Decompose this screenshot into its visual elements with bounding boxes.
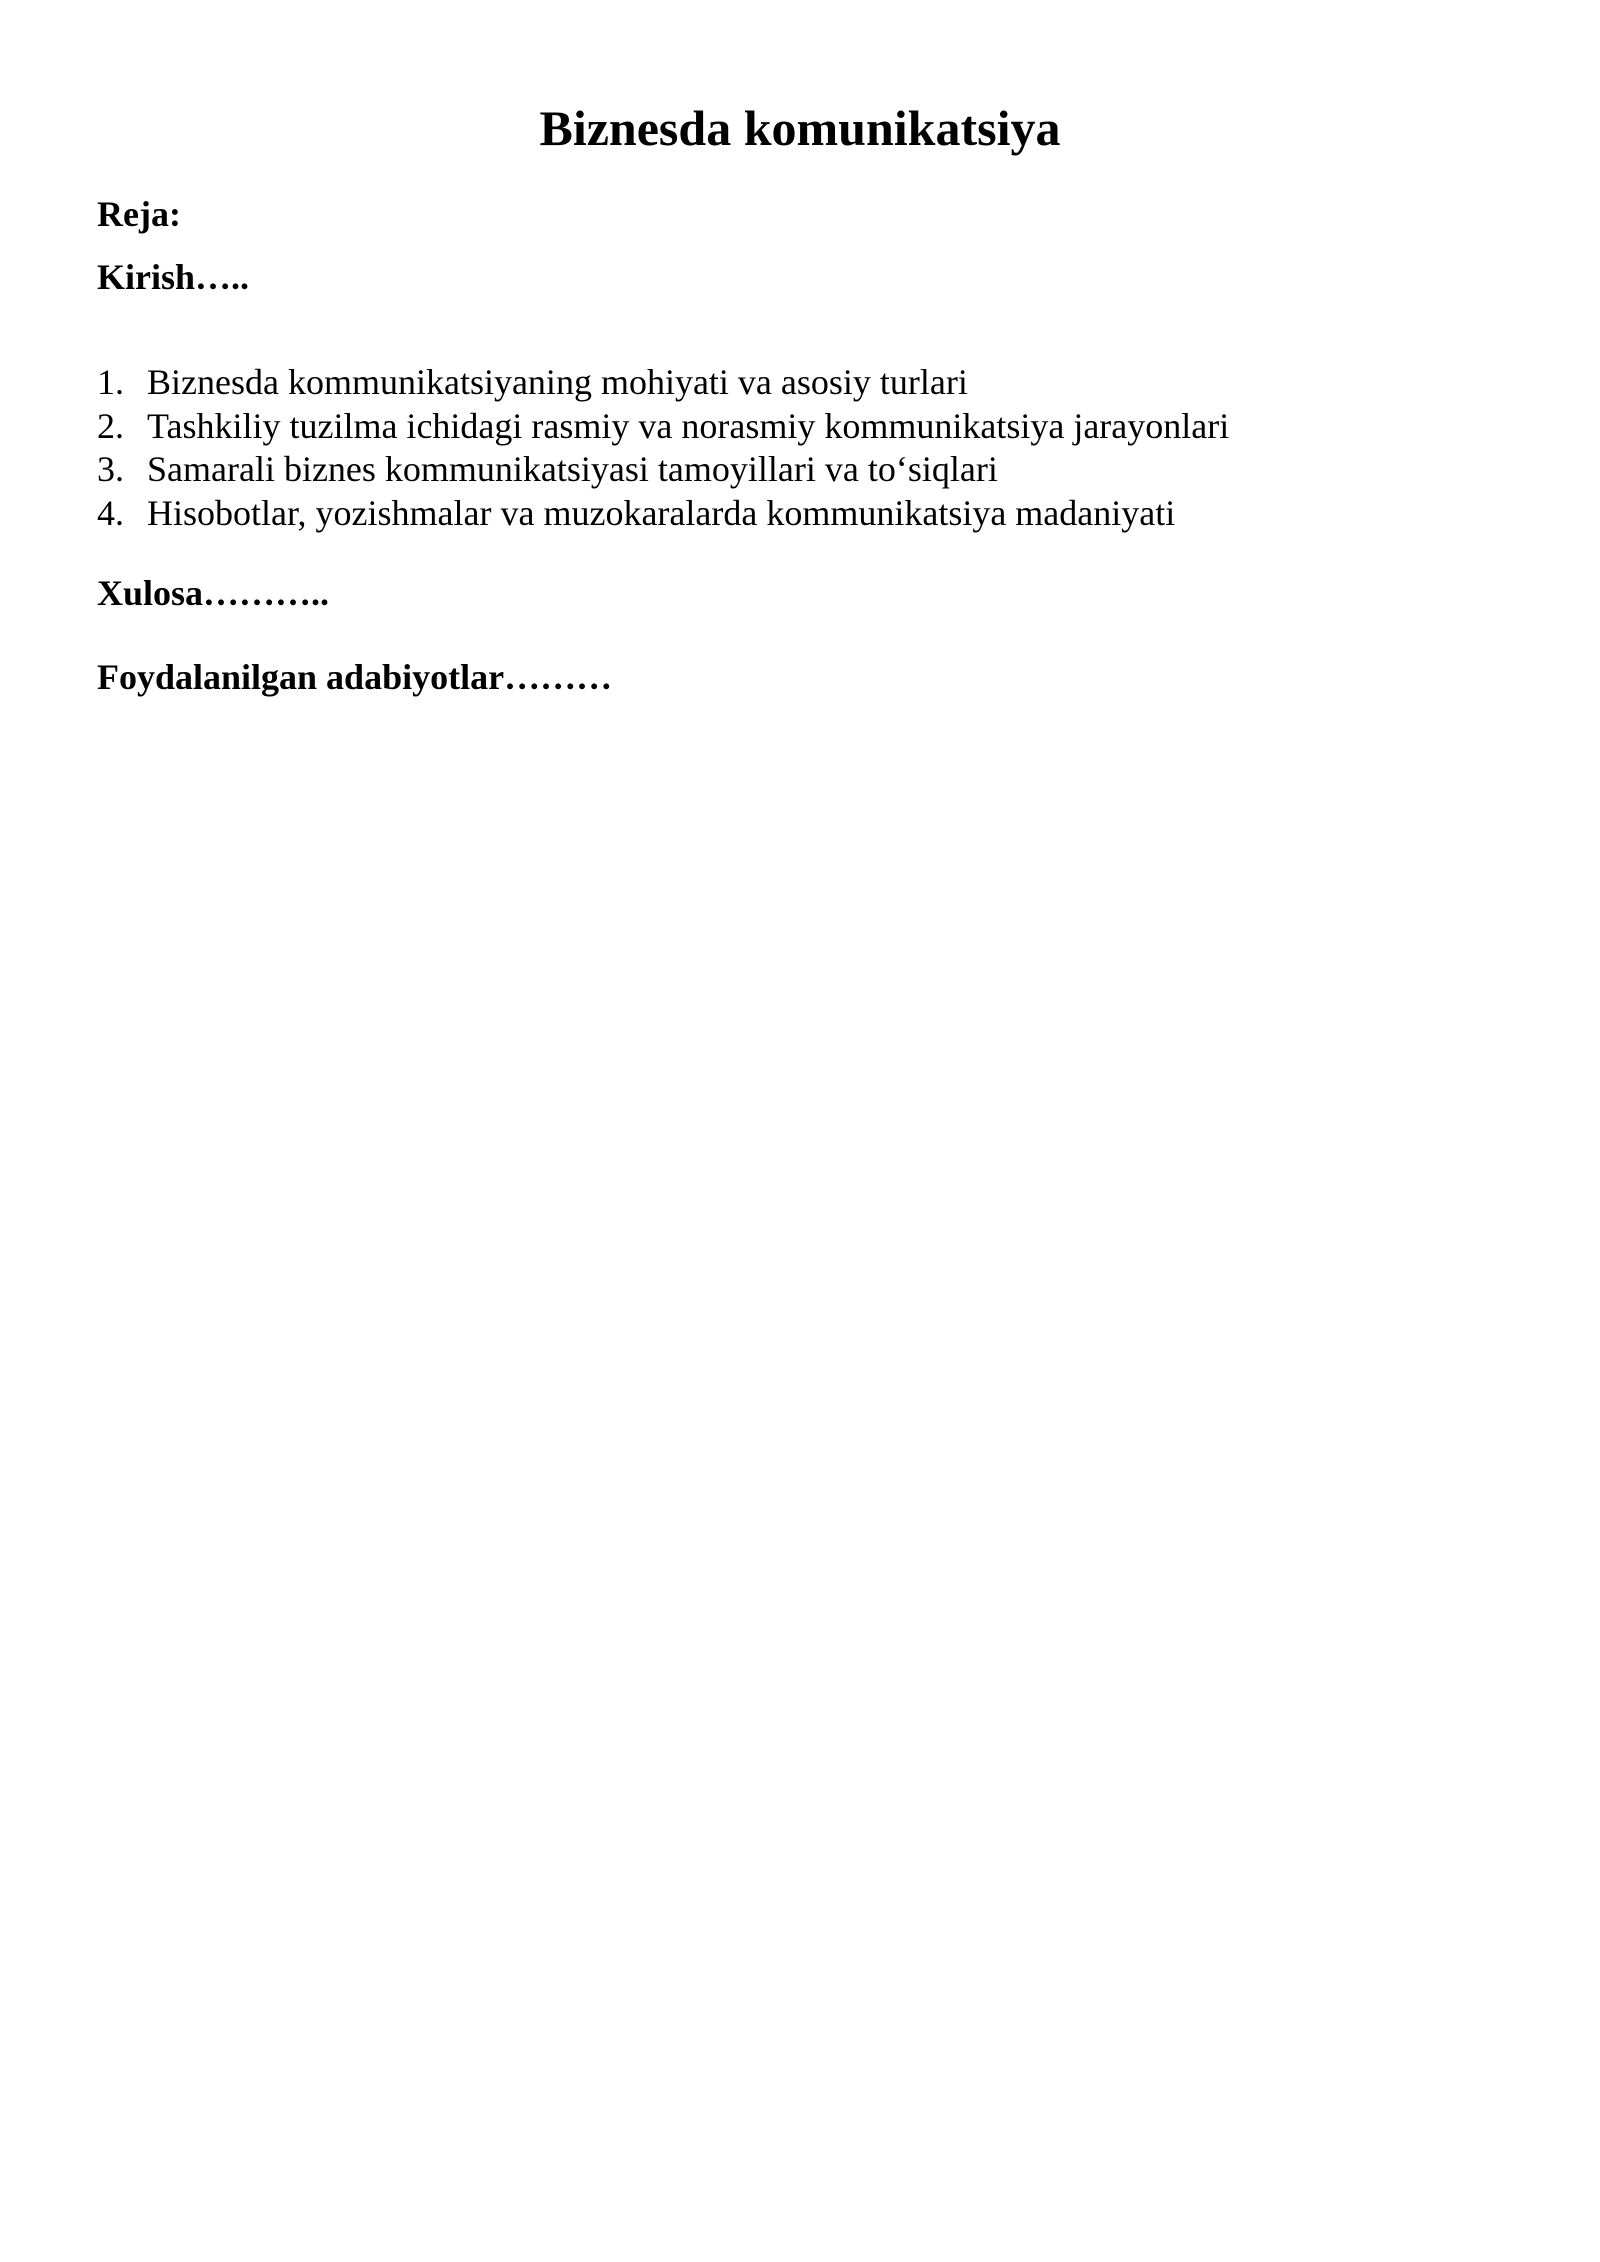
plan-item-text: Biznesda kommunikatsiyaning mohiyati va asosiy turlari [147,362,968,402]
references-heading: Foydalanilgan adabiyotlar……… [97,657,613,697]
plan-item [97,361,1229,405]
document-title: Biznesda komunikatsiya [539,100,1061,156]
plan-item-number: 4. [97,492,124,533]
plan-item-text: Samarali biznes kommunikatsiyasi tamoyillari va to‘siqlari [147,449,998,489]
plan-item-text: Tashkiliy tuzilma ichidagi rasmiy va norasmiy kommunikatsiya jarayonlari [147,405,1230,446]
plan-item-number: 1. [97,362,124,402]
plan-item-number: 2. [97,405,124,446]
plan-item-number: 3. [97,449,124,489]
plan-item [97,405,1229,449]
intro-heading: Kirish….. [97,257,250,297]
plan-label: Reja: [97,194,181,234]
conclusion-heading: Xulosa……….. [97,573,330,613]
plan-list [97,361,1229,535]
plan-item-text: Hisobotlar, yozishmalar va muzokaralarda kommunikatsiya madaniyati [147,492,1176,533]
plan-item [97,492,1229,536]
plan-item [97,448,1229,492]
